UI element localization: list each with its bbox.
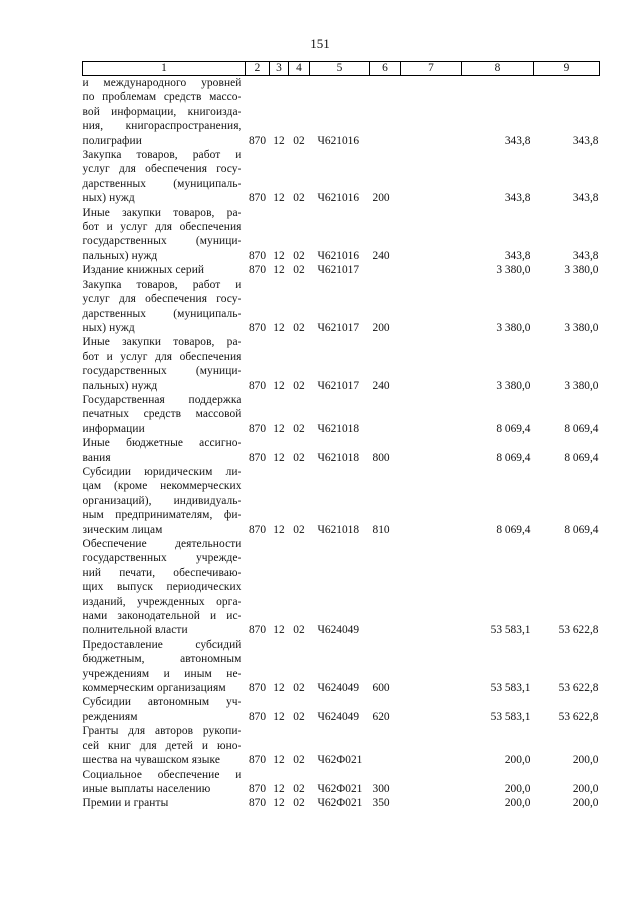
column-7-value [401, 537, 462, 638]
amount-col-8: 200,0 [504, 797, 531, 810]
section-code: 12 [273, 754, 285, 767]
subsection-code: 02 [293, 249, 305, 262]
row-name-line: Закупка товаров, работ и [82, 149, 242, 162]
admin-code: 870 [248, 682, 267, 695]
column-7-value [401, 278, 462, 336]
subsection-code: 02 [293, 523, 305, 536]
row-name-line: Закупка товаров, работ и [82, 278, 242, 291]
expense-type-code: 200 [372, 192, 390, 205]
expense-type-code [370, 393, 401, 436]
row-name-line: государственных (муници- [82, 365, 242, 378]
row-name-line: печатных средств массовой [82, 408, 242, 421]
row-name-line: услуг для обеспечения госу- [82, 293, 242, 306]
target-article-code: Ч621017 [317, 264, 360, 277]
row-name-line: ний печати, обеспечиваю- [82, 566, 242, 579]
row-name-line: полиграфии [82, 134, 142, 147]
target-article-code: Ч62Ф021 [317, 797, 363, 810]
amount-col-8: 343,8 [504, 249, 531, 262]
row-name [83, 638, 246, 696]
table-row [83, 465, 600, 537]
table-row [83, 76, 600, 149]
section-code: 12 [273, 321, 285, 334]
table-row [83, 206, 600, 264]
table-row [83, 724, 600, 767]
row-name [83, 263, 246, 277]
table-row [83, 278, 600, 336]
section-code: 12 [273, 624, 285, 637]
row-name-line: изданий, учрежденных орга- [82, 595, 242, 608]
subsection-code: 02 [293, 782, 305, 795]
row-name-line: бюджетным, автономным [82, 653, 242, 666]
column-header: 7 [401, 62, 462, 76]
row-name-line: полнительной власти [82, 624, 188, 637]
column-header: 8 [462, 62, 534, 76]
admin-code: 870 [248, 754, 267, 767]
row-name-line: учреждениям и иным не- [82, 667, 242, 680]
row-name-line: пальных) нужд [82, 379, 158, 392]
amount-col-8: 200,0 [504, 782, 531, 795]
column-7-value [401, 263, 462, 277]
row-name-line: Гранты для авторов рукопи- [82, 725, 242, 738]
expense-type-code: 620 [372, 710, 390, 723]
target-article-code: Ч621018 [317, 422, 360, 435]
column-7-value [401, 76, 462, 149]
subsection-code: 02 [293, 754, 305, 767]
target-article-code: Ч624049 [317, 710, 360, 723]
amount-col-9: 3 380,0 [564, 379, 599, 392]
amount-col-9: 200,0 [572, 782, 599, 795]
row-name-line: реждениям [82, 710, 138, 723]
admin-code: 870 [248, 379, 267, 392]
row-name-line: Обеспечение деятельности [82, 538, 242, 550]
section-code: 12 [273, 249, 285, 262]
admin-code: 870 [248, 264, 267, 277]
amount-col-8: 8 069,4 [496, 523, 531, 536]
row-name-line: ния, книгораспространения, [82, 120, 242, 133]
amount-col-9: 8 069,4 [564, 451, 599, 464]
row-name [83, 335, 246, 393]
row-name [83, 695, 246, 724]
table-row [83, 537, 600, 638]
admin-code: 870 [248, 710, 267, 723]
row-name-line: зическим лицам [82, 523, 163, 536]
amount-col-9: 3 380,0 [564, 264, 599, 277]
admin-code: 870 [248, 782, 267, 795]
row-name-line: ных) нужд [82, 321, 135, 334]
section-code: 12 [273, 710, 285, 723]
target-article-code: Ч621017 [317, 379, 360, 392]
expense-type-code [370, 724, 401, 767]
target-article-code: Ч624049 [317, 682, 360, 695]
column-7-value [401, 724, 462, 767]
amount-col-8: 343,8 [504, 192, 531, 205]
column-header: 9 [534, 62, 600, 76]
target-article-code: Ч621016 [317, 192, 360, 205]
section-code: 12 [273, 451, 285, 464]
budget-table [82, 61, 600, 811]
admin-code: 870 [248, 797, 267, 810]
row-name [83, 76, 246, 149]
column-header: 4 [289, 62, 310, 76]
expense-type-code: 240 [372, 249, 390, 262]
table-row [83, 393, 600, 436]
row-name-line: Предоставление субсидий [82, 638, 242, 651]
row-name-line: пальных) нужд [82, 249, 158, 262]
section-code: 12 [273, 523, 285, 536]
table-row [83, 263, 600, 277]
target-article-code: Ч621017 [317, 321, 360, 334]
amount-col-9: 343,8 [572, 249, 599, 262]
column-7-value [401, 206, 462, 264]
row-name [83, 465, 246, 537]
amount-col-8: 3 380,0 [496, 321, 531, 334]
expense-type-code: 800 [372, 451, 390, 464]
row-name-line: бот и услуг для обеспечения [82, 221, 242, 234]
row-name [83, 768, 246, 797]
row-name [83, 436, 246, 465]
expense-type-code: 600 [372, 682, 390, 695]
row-name-line: Издание книжных серий [82, 264, 205, 277]
amount-col-9: 53 622,8 [558, 710, 599, 723]
amount-col-9: 200,0 [572, 754, 599, 767]
row-name-line: коммерческим организациям [82, 682, 226, 695]
amount-col-8: 3 380,0 [496, 379, 531, 392]
admin-code: 870 [248, 451, 267, 464]
target-article-code: Ч621016 [317, 249, 360, 262]
row-name [83, 278, 246, 336]
row-name-line: государственных учрежде- [82, 552, 242, 565]
row-name-line: дарственных (муниципаль- [82, 177, 242, 190]
column-7-value [401, 465, 462, 537]
amount-col-8: 53 583,1 [490, 682, 531, 695]
row-name-line: и международного уровней [82, 77, 242, 89]
amount-col-9: 343,8 [572, 134, 599, 147]
section-code: 12 [273, 264, 285, 277]
amount-col-8: 343,8 [504, 134, 531, 147]
target-article-code: Ч62Ф021 [317, 782, 363, 795]
row-name-line: организаций), индивидуаль- [82, 494, 242, 507]
row-name-line: цам (кроме некоммерческих [82, 480, 242, 493]
row-name-line: Иные закупки товаров, ра- [82, 206, 242, 219]
admin-code: 870 [248, 134, 267, 147]
column-header: 1 [83, 62, 246, 76]
column-7-value [401, 638, 462, 696]
admin-code: 870 [248, 249, 267, 262]
row-name-line: шества на чувашском языке [82, 754, 220, 767]
subsection-code: 02 [293, 192, 305, 205]
row-name-line: Иные закупки товаров, ра- [82, 336, 242, 349]
amount-col-9: 343,8 [572, 192, 599, 205]
target-article-code: Ч62Ф021 [317, 754, 363, 767]
subsection-code: 02 [293, 264, 305, 277]
target-article-code: Ч624049 [317, 624, 360, 637]
row-name-line: ным предпринимателям, фи- [82, 509, 242, 522]
admin-code: 870 [248, 321, 267, 334]
amount-col-8: 8 069,4 [496, 451, 531, 464]
expense-type-code [370, 76, 401, 149]
section-code: 12 [273, 134, 285, 147]
table-body [83, 76, 600, 811]
amount-col-9: 53 622,8 [558, 682, 599, 695]
row-name [83, 148, 246, 206]
section-code: 12 [273, 192, 285, 205]
subsection-code: 02 [293, 797, 305, 810]
row-name-line: щих выпуск периодических [82, 581, 242, 594]
amount-col-9: 8 069,4 [564, 523, 599, 536]
row-name [83, 537, 246, 638]
admin-code: 870 [248, 523, 267, 536]
expense-type-code: 240 [372, 379, 390, 392]
amount-col-9: 8 069,4 [564, 422, 599, 435]
admin-code: 870 [248, 624, 267, 637]
expense-type-code: 810 [372, 523, 390, 536]
subsection-code: 02 [293, 682, 305, 695]
row-name-line: бот и услуг для обеспечения [82, 350, 242, 363]
column-7-value [401, 695, 462, 724]
column-7-value [401, 148, 462, 206]
section-code: 12 [273, 782, 285, 795]
expense-type-code: 300 [372, 782, 390, 795]
amount-col-8: 53 583,1 [490, 710, 531, 723]
amount-col-8: 8 069,4 [496, 422, 531, 435]
amount-col-9: 53 622,8 [558, 624, 599, 637]
subsection-code: 02 [293, 134, 305, 147]
row-name-line: Социальное обеспечение и [82, 768, 242, 781]
column-7-value [401, 796, 462, 810]
column-header: 3 [270, 62, 289, 76]
row-name [83, 206, 246, 264]
row-name [83, 796, 246, 810]
subsection-code: 02 [293, 321, 305, 334]
target-article-code: Ч621018 [317, 523, 360, 536]
amount-col-8: 53 583,1 [490, 624, 531, 637]
page-number: 151 [310, 36, 330, 51]
expense-type-code: 350 [372, 797, 390, 810]
table-row [83, 148, 600, 206]
row-name-line: дарственных (муниципаль- [82, 307, 242, 320]
table-row [83, 695, 600, 724]
row-name-line: Субсидии юридическим ли- [82, 465, 242, 478]
target-article-code: Ч621016 [317, 134, 360, 147]
row-name-line: по проблемам средств массо- [82, 91, 242, 104]
row-name-line: информации [82, 422, 145, 435]
row-name-line: ных) нужд [82, 192, 135, 205]
table-header-row [83, 62, 600, 76]
column-7-value [401, 436, 462, 465]
row-name-line: услуг для обеспечения госу- [82, 163, 242, 176]
table-row [83, 436, 600, 465]
column-7-value [401, 768, 462, 797]
row-name [83, 724, 246, 767]
row-name-line: вания [82, 451, 111, 464]
expense-type-code [370, 263, 401, 277]
section-code: 12 [273, 682, 285, 695]
admin-code: 870 [248, 422, 267, 435]
column-7-value [401, 393, 462, 436]
row-name-line: государственных (муници- [82, 235, 242, 248]
table-row [83, 638, 600, 696]
row-name-line: иные выплаты населению [82, 782, 211, 795]
row-name-line: Премии и гранты [82, 797, 169, 810]
section-code: 12 [273, 422, 285, 435]
table-row [83, 335, 600, 393]
section-code: 12 [273, 797, 285, 810]
subsection-code: 02 [293, 710, 305, 723]
row-name-line: Государственная поддержка [82, 393, 242, 406]
expense-type-code [370, 537, 401, 638]
row-name-line: нами законодательной и ис- [82, 610, 242, 623]
table-row [83, 796, 600, 810]
target-article-code: Ч621018 [317, 451, 360, 464]
expense-type-code: 200 [372, 321, 390, 334]
row-name-line: Иные бюджетные ассигно- [82, 437, 242, 450]
amount-col-9: 3 380,0 [564, 321, 599, 334]
column-header: 5 [310, 62, 370, 76]
row-name [83, 393, 246, 436]
admin-code: 870 [248, 192, 267, 205]
amount-col-8: 3 380,0 [496, 264, 531, 277]
row-name-line: вой информации, книгоизда- [82, 105, 242, 118]
subsection-code: 02 [293, 422, 305, 435]
row-name-line: сей книг для детей и юно- [82, 739, 242, 752]
row-name-line: Субсидии автономным уч- [82, 696, 242, 709]
table-row [83, 768, 600, 797]
column-header: 2 [246, 62, 270, 76]
amount-col-9: 200,0 [572, 797, 599, 810]
subsection-code: 02 [293, 624, 305, 637]
subsection-code: 02 [293, 451, 305, 464]
subsection-code: 02 [293, 379, 305, 392]
column-7-value [401, 335, 462, 393]
column-header: 6 [370, 62, 401, 76]
section-code: 12 [273, 379, 285, 392]
amount-col-8: 200,0 [504, 754, 531, 767]
